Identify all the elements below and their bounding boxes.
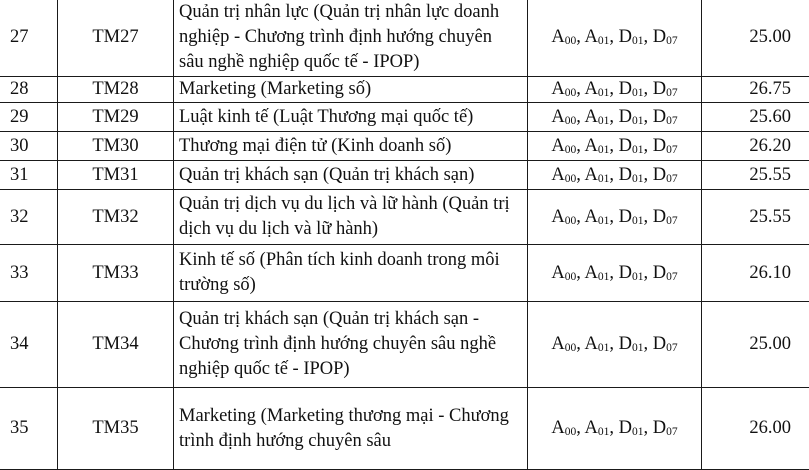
admission-score: 25.60 bbox=[702, 103, 809, 132]
admission-score: 26.20 bbox=[702, 132, 809, 161]
program-code: TM27 bbox=[58, 0, 174, 77]
subject-group-code: $A_{00}$ bbox=[551, 107, 576, 127]
subject-group-code: $A_{00}$ bbox=[551, 136, 576, 156]
row-number: 33 bbox=[0, 245, 58, 302]
table-row bbox=[0, 388, 809, 470]
subject-group-code: $A_{01}$ bbox=[584, 27, 609, 47]
subject-group-code: $A_{01}$ bbox=[584, 334, 609, 354]
subject-groups: $A_{00}$, $A_{01}$, $D_{01}$, $D_{07}$ bbox=[528, 103, 702, 132]
table-row bbox=[0, 245, 809, 302]
subject-group-code: $A_{01}$ bbox=[584, 107, 609, 127]
table-row bbox=[0, 103, 809, 132]
table-row bbox=[0, 132, 809, 161]
program-name: Kinh tế số (Phân tích kinh doanh trong môi trường số) bbox=[174, 245, 528, 302]
subject-group-code: $D_{01}$ bbox=[619, 107, 644, 127]
program-code: TM33 bbox=[58, 245, 174, 302]
subject-group-code: $D_{07}$ bbox=[653, 165, 678, 185]
table-row bbox=[0, 161, 809, 190]
program-code: TM34 bbox=[58, 302, 174, 388]
subject-group-code: $D_{07}$ bbox=[653, 136, 678, 156]
subject-groups: $A_{00}$, $A_{01}$, $D_{01}$, $D_{07}$ bbox=[528, 0, 702, 77]
program-name: Quản trị khách sạn (Quản trị khách sạn - Chương trình định hướng chuyên sâu nghề nghiệp quốc tế - IPOP) bbox=[174, 302, 528, 388]
table-row bbox=[0, 0, 809, 77]
subject-group-code: $D_{07}$ bbox=[653, 207, 678, 227]
subject-group-code: $A_{00}$ bbox=[551, 207, 576, 227]
admission-score: 25.00 bbox=[702, 302, 809, 388]
row-number: 29 bbox=[0, 103, 58, 132]
subject-group-code: $D_{01}$ bbox=[619, 207, 644, 227]
subject-group-code: $A_{01}$ bbox=[584, 165, 609, 185]
subject-group-code: $A_{00}$ bbox=[551, 27, 576, 47]
subject-group-code: $D_{07}$ bbox=[653, 79, 678, 99]
table-row bbox=[0, 77, 809, 103]
admission-score: 26.10 bbox=[702, 245, 809, 302]
subject-group-code: $A_{01}$ bbox=[584, 263, 609, 283]
table-row bbox=[0, 302, 809, 388]
program-code: TM30 bbox=[58, 132, 174, 161]
subject-group-code: $A_{00}$ bbox=[551, 79, 576, 99]
subject-group-code: $D_{01}$ bbox=[619, 263, 644, 283]
program-code: TM32 bbox=[58, 190, 174, 245]
subject-group-code: $D_{01}$ bbox=[619, 334, 644, 354]
subject-group-code: $D_{01}$ bbox=[619, 79, 644, 99]
subject-groups: $A_{00}$, $A_{01}$, $D_{01}$, $D_{07}$ bbox=[528, 77, 702, 103]
subject-group-code: $D_{07}$ bbox=[653, 334, 678, 354]
row-number: 34 bbox=[0, 302, 58, 388]
program-name: Thương mại điện tử (Kinh doanh số) bbox=[174, 132, 528, 161]
program-name: Luật kinh tế (Luật Thương mại quốc tế) bbox=[174, 103, 528, 132]
program-name: Quản trị dịch vụ du lịch và lữ hành (Quản trị dịch vụ du lịch và lữ hành) bbox=[174, 190, 528, 245]
admission-score: 25.00 bbox=[702, 0, 809, 77]
subject-group-code: $D_{01}$ bbox=[619, 418, 644, 438]
subject-group-code: $D_{01}$ bbox=[619, 165, 644, 185]
program-name: Marketing (Marketing số) bbox=[174, 77, 528, 103]
row-number: 28 bbox=[0, 77, 58, 103]
subject-group-code: $A_{01}$ bbox=[584, 207, 609, 227]
admission-score: 25.55 bbox=[702, 190, 809, 245]
program-name: Quản trị nhân lực (Quản trị nhân lực doanh nghiệp - Chương trình định hướng chuyên sâu nghề nghiệp quốc tế - IPOP) bbox=[174, 0, 528, 77]
subject-group-code: $D_{01}$ bbox=[619, 136, 644, 156]
subject-group-code: $A_{01}$ bbox=[584, 136, 609, 156]
row-number: 35 bbox=[0, 388, 58, 470]
admission-score: 26.00 bbox=[702, 388, 809, 470]
subject-group-code: $A_{00}$ bbox=[551, 263, 576, 283]
subject-group-code: $A_{01}$ bbox=[584, 418, 609, 438]
program-name: Quản trị khách sạn (Quản trị khách sạn) bbox=[174, 161, 528, 190]
program-name: Marketing (Marketing thương mại - Chương trình định hướng chuyên sâu bbox=[174, 388, 528, 470]
row-number: 30 bbox=[0, 132, 58, 161]
row-number: 31 bbox=[0, 161, 58, 190]
subject-group-code: $D_{07}$ bbox=[653, 418, 678, 438]
subject-group-code: $A_{00}$ bbox=[551, 418, 576, 438]
subject-groups: $A_{00}$, $A_{01}$, $D_{01}$, $D_{07}$ bbox=[528, 161, 702, 190]
admission-score: 26.75 bbox=[702, 77, 809, 103]
subject-group-code: $A_{00}$ bbox=[551, 334, 576, 354]
subject-group-code: $A_{01}$ bbox=[584, 79, 609, 99]
subject-group-code: $D_{07}$ bbox=[653, 27, 678, 47]
subject-group-code: $D_{07}$ bbox=[653, 263, 678, 283]
subject-groups: $A_{00}$, $A_{01}$, $D_{01}$, $D_{07}$ bbox=[528, 132, 702, 161]
subject-group-code: $A_{00}$ bbox=[551, 165, 576, 185]
subject-groups: $A_{00}$, $A_{01}$, $D_{01}$, $D_{07}$ bbox=[528, 245, 702, 302]
subject-groups: $A_{00}$, $A_{01}$, $D_{01}$, $D_{07}$ bbox=[528, 302, 702, 388]
subject-group-code: $D_{01}$ bbox=[619, 27, 644, 47]
subject-groups: $A_{00}$, $A_{01}$, $D_{01}$, $D_{07}$ bbox=[528, 190, 702, 245]
subject-groups: $A_{00}$, $A_{01}$, $D_{01}$, $D_{07}$ bbox=[528, 388, 702, 470]
row-number: 27 bbox=[0, 0, 58, 77]
program-code: TM29 bbox=[58, 103, 174, 132]
row-number: 32 bbox=[0, 190, 58, 245]
subject-group-code: $D_{07}$ bbox=[653, 107, 678, 127]
program-code: TM35 bbox=[58, 388, 174, 470]
program-code: TM28 bbox=[58, 77, 174, 103]
table-row bbox=[0, 190, 809, 245]
admission-score: 25.55 bbox=[702, 161, 809, 190]
program-code: TM31 bbox=[58, 161, 174, 190]
